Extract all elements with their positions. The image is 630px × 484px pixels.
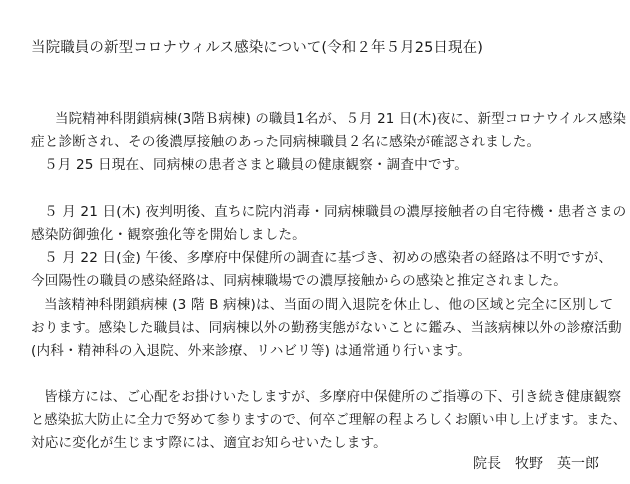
paragraph-5-line-3: (内科・精神科の入退院、外来診療、リハビリ等) は通常通り行います。: [31, 343, 471, 359]
paragraph-1-line-1: 当院精神科閉鎖病棟(3階Ｂ病棟) の職員1名が、５月 21 日(木)夜に、新型コロナウイルス感染: [55, 111, 627, 127]
paragraph-4-line-2: 今回陽性の職員の感染経路は、同病棟職場での濃厚接触からの感染と推定されました。: [31, 273, 568, 289]
paragraph-6-line-3: 対応に変化が生じます際には、適宜お知らせいたします。: [31, 435, 387, 451]
paragraph-6-line-1: 皆様方には、ご心配をお掛けいたしますが、多摩府中保健所のご指導の下、引き続き健康観察: [44, 389, 622, 405]
paragraph-4-line-1: ５ 月 22 日(金) 午後、多摩府中保健所の調査に基づき、初めの感染者の経路は不明ですが、: [44, 250, 613, 266]
document-title: 当院職員の新型コロナウィルス感染について(令和２年５月25日現在): [31, 40, 483, 56]
paragraph-5-line-1: 当該精神科閉鎖病棟 (3 階 B 病棟)は、当面の間入退院を休止し、他の区域と完全に区別して: [44, 297, 614, 313]
paragraph-3-line-2: 感染防御強化・観察強化等を開始しました。: [31, 227, 306, 243]
paragraph-2-line-1: ５月 25 日現在、同病棟の患者さまと職員の健康観察・調査中です。: [44, 157, 469, 173]
paragraph-1-line-2: 症と診断され、その後濃厚接触のあった同病棟職員２名に感染が確認されました。: [31, 134, 541, 150]
paragraph-3-line-1: ５ 月 21 日(木) 夜判明後、直ちに院内消毒・同病棟職員の濃厚接触者の自宅待機・患者さまの: [44, 204, 627, 220]
signature: 院長 牧野 英一郎: [473, 456, 599, 472]
paragraph-6-line-2: と感染拡大防止に全力で努めて参りますので、何卒ご理解の程よろしくお願い申し上げます。また、: [31, 412, 627, 428]
paragraph-5-line-2: おります。感染した職員は、同病棟以外の勤務実態がないことに鑑み、当該病棟以外の診療活動: [31, 320, 622, 336]
